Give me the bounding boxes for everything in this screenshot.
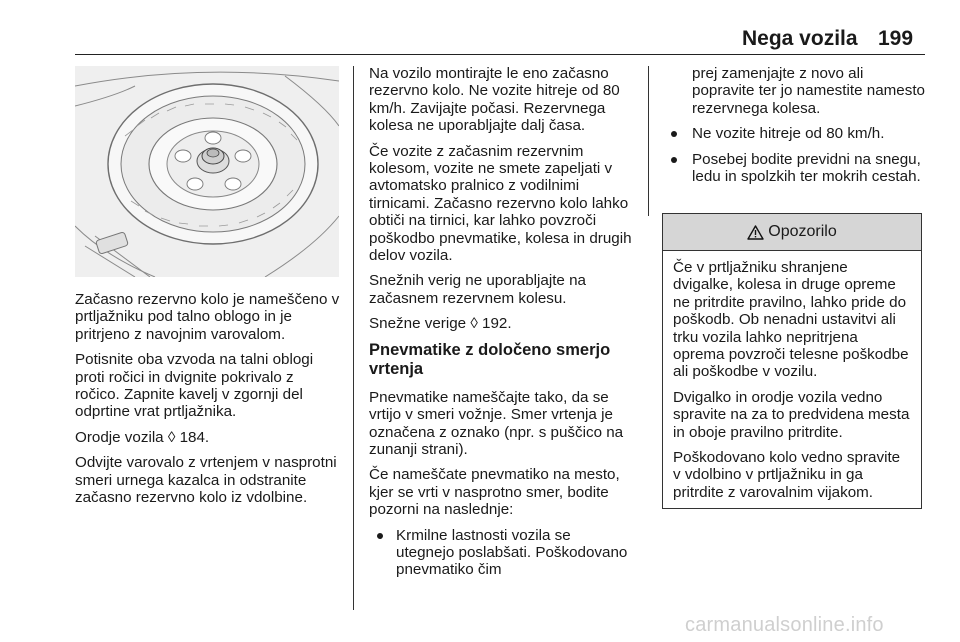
warning-header — [663, 214, 921, 251]
list-item-continuation: prej zamenjajte z novo ali popravite ter jo namestite namesto rezervnega kolesa. — [692, 65, 925, 117]
list-item: Krmilne lastnosti vozila se utegnejo poslabšati. Poškodovano pnevmatiko čim — [369, 527, 633, 579]
column-right — [665, 65, 927, 193]
list-item: Posebej bodite previdni na snegu, ledu in spolzkih ter mokrih cestah. — [665, 151, 927, 186]
paragraph: Če vozite z začasnim rezervnim kolesom, vozite ne smete zapeljati v avtomatsko pralnico z vodilnimi tirnicami. Začasno rezervno kolo lahko obtiči na tirnici, kar lahko povzroči poškodbo pnevmatike, kolesa in drugih delov vozila. — [369, 142, 632, 265]
paragraph: Poškodovano kolo vedno spravite v vdolbino v prtljažniku in ga pritrdite z varovalnim vijakom. — [673, 449, 901, 501]
paragraph: Pnevmatike nameščajte tako, da se vrtijo v smeri vožnje. Smer vrtenja je označena z oznako (npr. s puščico na zunanji strani). — [369, 388, 624, 458]
column-middle — [369, 65, 633, 587]
column-left — [75, 291, 341, 514]
warning-box — [662, 213, 922, 509]
paragraph: Če nameščate pnevmatiko na mesto, kjer se vrti v nasprotno smer, bodite pozorni na naslednje: — [369, 466, 620, 519]
paragraph: Na vozilo montirajte le eno začasno rezervno kolo. Ne vozite hitreje od 80 km/h. Zavijajte počasi. Rezervnega kolesa ne uporabljajte dalj časa. — [369, 65, 620, 135]
spare-wheel-illustration — [75, 66, 339, 277]
column-divider-2 — [648, 66, 649, 216]
header-rule — [75, 54, 925, 55]
watermark: carmanualsonline.info — [685, 614, 884, 636]
paragraph: Potisnite oba vzvoda na talni oblogi proti ročici in dvignite pokrivalo z ročico. Zapnite kavelj v zgornji del odprtine vrat prtljažnika. — [75, 351, 314, 421]
page-title: Nega vozila — [742, 27, 858, 50]
paragraph: Snežnih verig ne uporabljajte na začasnem rezervnem kolesu. — [369, 272, 586, 307]
list-item: Ne vozite hitreje od 80 km/h. — [665, 125, 927, 142]
paragraph: Začasno rezervno kolo je nameščeno v prtljažniku pod talno oblogo in je pritrjeno z navojnim varovalom. — [75, 291, 340, 343]
paragraph: Snežne verige ◊ 192. — [369, 315, 512, 333]
paragraph: Če v prtljažniku shranjene dvigalke, kolesa in druge opreme ne pritrdite pravilno, lahko pride do poškodb. Ob nenadni ustavitvi ali trku vozila lahko nepritrjena oprema povzroči telesne poškodbe ali poškodbe v vozilu. — [673, 259, 909, 381]
warning-triangle-icon — [747, 225, 764, 240]
paragraph: Orodje vozila ◊ 184. — [75, 428, 210, 446]
column-divider-1 — [353, 66, 354, 610]
page-number: 199 — [878, 27, 914, 50]
paragraph: Dvigalko in orodje vozila vedno spravite na za to predvidena mesta in oboje pravilno pritrdite. — [673, 388, 910, 441]
paragraph: Odvijte varovalo z vrtenjem v nasprotni smeri urnega kazalca in odstranite začasno rezervno kolo iz vdolbine. — [75, 454, 337, 507]
warning-title: Opozorilo — [768, 223, 837, 240]
warning-body — [663, 251, 921, 501]
section-heading: Pnevmatike z določeno smerjo vrtenja — [369, 340, 611, 378]
